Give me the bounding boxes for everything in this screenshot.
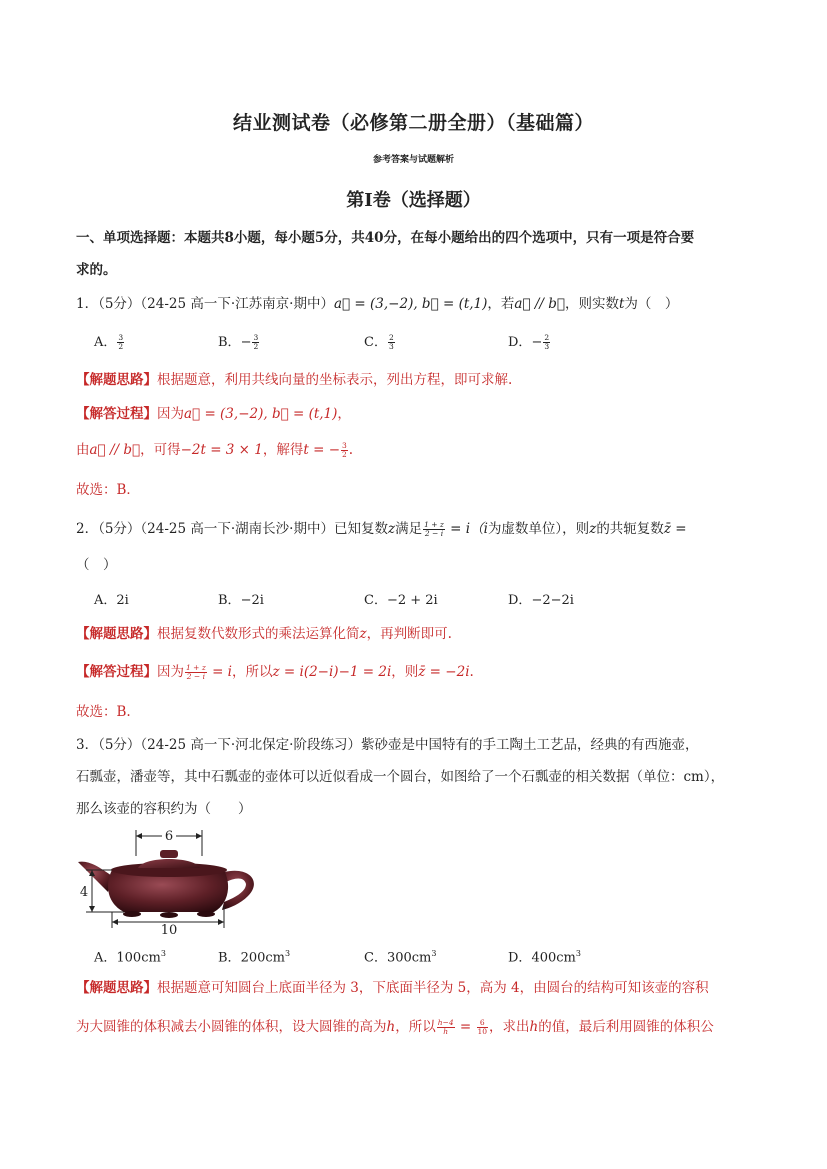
q2-proc-tag: 【解答过程】 [76,664,157,680]
frac-den: 2 [342,450,347,459]
q3-idea-var2: h [529,1019,539,1035]
q1-option-a[interactable] [94,333,125,353]
q2-idea-tag: 【解题思路】 [76,626,157,642]
q3-idea-line2-b: ，所以 [395,1019,436,1035]
option-label: A． [94,335,117,350]
section-intro-line2: 求的。 [76,262,117,278]
q3-idea-text1: 根据题意可知圆台上底面半径为 3，下底面半径为 5，高为 4，由圆台的结构可知该壶的容积 [157,980,709,996]
q2-stem-blank: （ ） [76,557,117,573]
q2-proc-mid: ，所以 [232,664,273,680]
q1-proc-line2-end: . [348,442,354,458]
teapot-foot-left [123,911,141,917]
q1-option-d[interactable] [508,333,551,353]
option-value: −2 + 2i [386,593,438,608]
q1-idea [76,370,512,390]
option-label: C． [364,950,387,966]
q1-stem-tail: 为（ ） [624,296,679,312]
option-value: 2i [116,593,129,608]
q1-proc-text1: 因为 [157,406,184,422]
q3-option-a[interactable] [94,944,166,968]
option-value: 400cm [531,950,576,966]
option-value: −2−2i [531,593,574,608]
q2-idea-text: 根据复数代数形式的乘法运算化简 [157,626,360,642]
q1-proc-math4: t = − [303,442,341,458]
q3-idea-eq: = [455,1019,476,1035]
q1-option-c[interactable] [364,333,396,353]
option-sup: 3 [160,949,166,958]
option-label: B． [218,593,241,608]
arrow-side-bottom [89,906,95,912]
frac-num: 3 [342,441,347,450]
q1-idea-text: 根据题意，利用共线向量的坐标表示，列出方程，即可求解. [157,372,513,388]
arrow-top-left [136,833,142,839]
q3-option-b[interactable] [218,944,290,968]
q3-idea-line2-d: 的值，最后利用圆锥的体积公 [538,1019,714,1035]
frac-num: 3 [118,333,124,342]
q2-stem-conj: z̄ = [663,521,687,537]
frac-num: 2 [544,333,550,342]
frac-num: 3 [253,333,259,342]
q1-answer: 故选：B． [76,482,140,498]
q1-option-b[interactable] [218,333,260,353]
q2-stem-fraction [423,521,445,538]
q2-stem-eq: = i（ [445,521,484,537]
frac-num: 1 + z [424,520,444,529]
q1-process-line1 [76,404,351,424]
option-label: B． [218,335,241,350]
q1-proc-text1-end: ， [337,406,351,422]
q1-proc-math1: a⃗ = (3,−2), b⃗ = (t,1) [184,406,338,422]
q3-stem-line3: 那么该壶的容积约为（ ） [76,801,252,817]
q2-proc-math: z = i(2−i)−1 = 2i [272,664,392,680]
document-title: 结业测试卷（必修第二册全册）（基础篇） [232,112,594,134]
q3-idea-var: h [386,1019,396,1035]
option-fraction [117,334,124,351]
option-label: D． [508,335,532,350]
q1-stem-end: ，则实数 [564,296,619,312]
q2-stem-var: z [387,521,396,537]
q2-stem [76,519,687,539]
q3-idea-line2-a: 为大圆锥的体积减去小圆锥的体积，设大圆锥的高为 [76,1019,387,1035]
arrow-bottom-left [112,919,118,925]
q1-proc-math2: a⃗ // b⃗ [89,442,141,458]
option-sign: − [531,335,543,350]
option-sign: − [240,335,252,350]
q3-idea-fraction1 [437,1019,455,1036]
q1-proc-fraction [341,442,348,459]
q1-proc-line2-b: ，可得 [140,442,181,458]
q1-stem-math2: a⃗ // b⃗ [514,296,565,312]
q1-stem-var: t [618,296,625,312]
dim-label-side: 4 [79,885,89,900]
q1-proc-tag: 【解答过程】 [76,406,157,422]
frac-num: 1 + z [186,663,206,672]
option-label: D． [508,593,532,608]
dim-label-bottom: 10 [160,923,178,938]
dim-label-top: 6 [164,829,174,844]
q3-stem-line1: 3．（5分）（24-25 高一下·河北保定·阶段练习）紫砂壶是中国特有的手工陶土工艺品，经典的有西施壶， [76,737,699,753]
frac-num: 6 [477,1019,489,1028]
q2-answer: 故选：B. [76,704,131,720]
document-subtitle: 参考答案与试题解析 [372,155,454,165]
q2-idea [76,624,452,644]
frac-den: h [443,1027,449,1036]
q1-stem-prefix: 1．（5分）（24-25 高一下·江苏南京·期中） [76,296,334,312]
option-value: −2i [240,593,264,608]
q2-stem-prefix: 2．（5分）（24-25 高一下·湖南长沙·期中）已知复数 [76,521,388,537]
volume-heading: 第Ⅰ卷（选择题） [346,190,481,211]
arrow-bottom-right [218,919,224,925]
option-label: D． [508,950,532,966]
q3-idea-line1 [76,978,709,998]
q2-option-b[interactable] [218,591,264,611]
option-sup: 3 [284,949,291,958]
q3-idea-tag: 【解题思路】 [76,980,157,996]
q2-stem-var2: z [589,521,597,537]
q2-option-c[interactable] [364,591,438,611]
frac-den: 2 [118,342,124,351]
frac-den: 2 [253,342,259,351]
teapot-figure [74,826,264,938]
option-value: 200cm [240,950,285,966]
option-sup: 3 [575,949,581,958]
option-value: 300cm [386,950,432,966]
q3-idea-line2-c: ，求出 [489,1019,530,1035]
teapot-lid [138,859,200,868]
q3-option-c[interactable] [364,944,436,968]
teapot-foot-mid [160,912,178,918]
section-intro-line1: 一、单项选择题：本题共8小题，每小题5分，共40分，在每小题给出的四个选项中，只有一项是符合要 [76,230,695,246]
arrow-top-right [196,833,202,839]
teapot-foot-right [197,911,215,917]
q2-proc-math2: z̄ = −2i [418,664,470,680]
q1-stem-mid: ，若 [487,296,515,312]
option-sup: 3 [431,949,437,958]
option-label: A． [94,950,117,966]
q1-proc-line2-a: 由 [76,442,90,458]
option-value: 100cm [116,950,161,966]
q2-proc-fraction [185,664,207,681]
option-fraction [388,334,395,351]
q2-idea-end: ，再判断即可. [366,626,452,642]
q2-proc-text1: 因为 [157,664,184,680]
frac-den: 3 [388,342,394,351]
q1-stem-math: a⃗ = (3,−2), b⃗ = (t,1) [333,296,488,312]
option-label: A． [94,593,117,608]
q2-option-a[interactable] [94,591,129,611]
q2-proc-end: . [469,664,474,680]
q2-stem-end2: 的共轭复数 [596,521,664,537]
q3-option-d[interactable] [508,944,581,968]
frac-den: 2 − i [424,529,444,538]
q3-stem-line2: 石瓢壶，潘壶等，其中石瓢壶的壶体可以近似看成一个圆台，如图给了一个石瓢壶的相关数据（单位：cm）， [76,769,725,785]
option-label: C． [364,593,387,608]
q2-stem-mid: 满足 [395,521,423,537]
q2-option-d[interactable] [508,591,574,611]
frac-den: 3 [544,342,550,351]
q3-idea-line2 [76,1017,714,1037]
q2-proc-mid2: ，则 [391,664,419,680]
option-label: C． [364,335,387,350]
q1-proc-math3: −2t = 3 × 1 [180,442,263,458]
q1-proc-line2-c: ，解得 [262,442,304,458]
q3-idea-fraction2 [477,1019,489,1036]
q1-stem [76,294,678,314]
frac-den: 10 [477,1027,488,1036]
option-fraction [543,334,550,351]
option-fraction [252,334,259,351]
option-label: B． [218,950,241,966]
q2-proc-eq: = i [207,664,232,680]
q2-idea-var: z [359,626,367,642]
q1-process-line2 [76,440,353,460]
q2-stem-i: i [483,521,488,537]
q2-stem-end: 为虚数单位），则 [487,521,590,537]
frac-num: h−4 [437,1018,454,1027]
q1-idea-tag: 【解题思路】 [76,372,157,388]
frac-den: 2 − i [186,672,205,681]
frac-num: 2 [388,333,394,342]
teapot-knob [160,850,178,858]
q2-process [76,662,474,682]
